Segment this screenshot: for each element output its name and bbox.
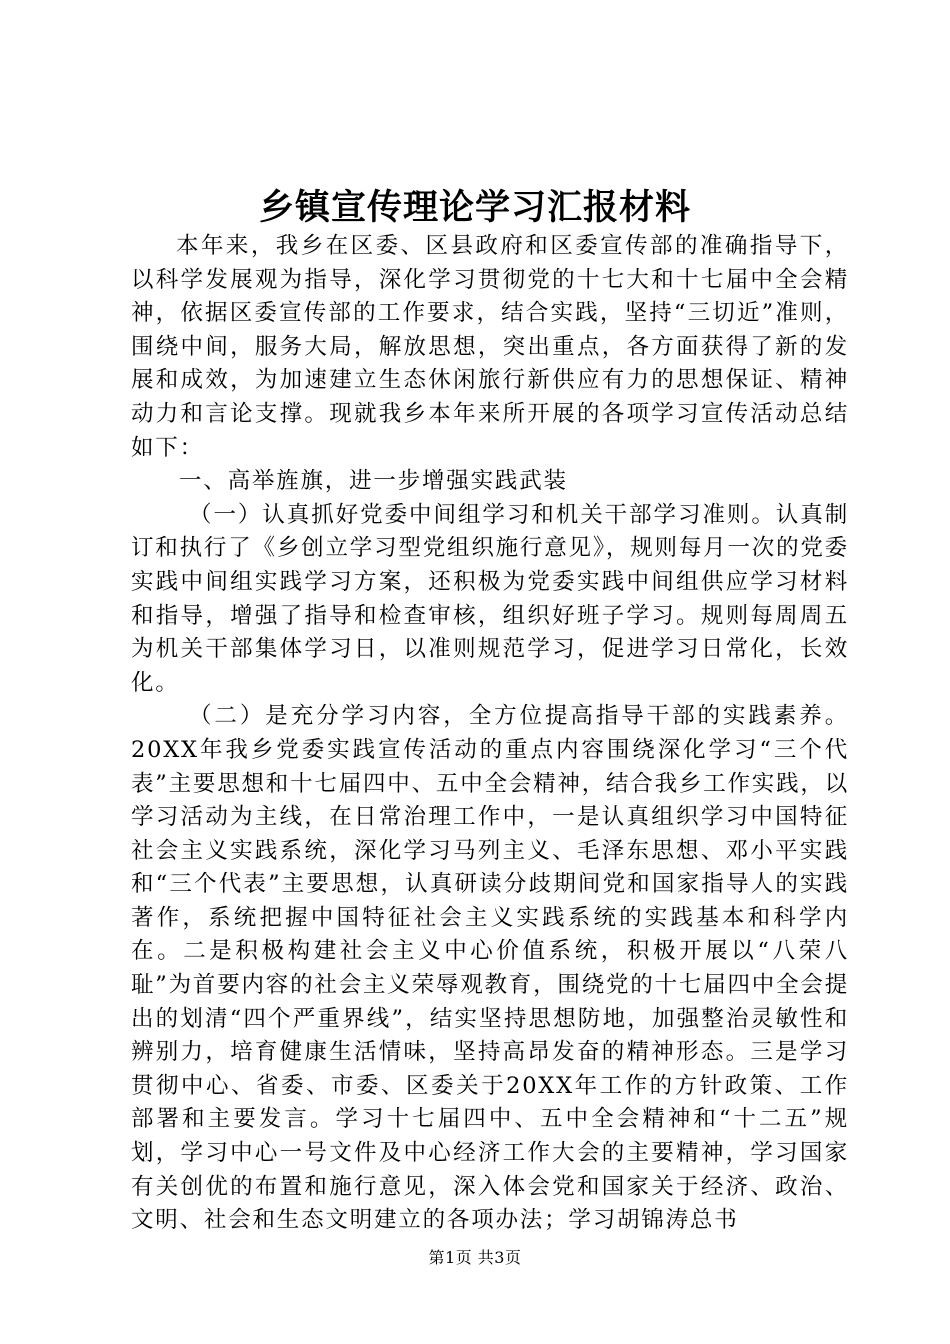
paragraph-item-2: （二）是充分学习内容，全方位提高指导干部的实践素养。20XX年我乡党委实践宣传活动的重点内容围绕深化学习“三个代表”主要思想和十七届四中、五中全会精神，结合我乡工作实践，以学习活动为主线，在日常治理工作中，一是认真组织学习中国特征社会主义实践系统，深化学习马列主义、毛泽东思想、邓小平实践和“三个代表”主要思想，认真研读分歧期间党和国家指导人的实践著作，系统把握中国特征社会主义实践系统的实践基本和科学内在。二是积极构建社会主义中心价值系统，积极开展以“八荣八耻”为首要内容的社会主义荣辱观教育，围绕党的十七届四中全会提出的划清“四个严重界线”，结实坚持思想防地，加强整治灵敏性和辨别力，培育健康生活情味，坚持高昂发奋的精神形态。三是学习贯彻中心、省委、市委、区委关于20XX年工作的方针政策、工作部署和主要发言。学习十七届四中、五中全会精神和“十二五”规划，学习中心一号文件及中心经济工作大会的主要精神，学习国家有关创优的布置和施行意见，深入体会党和国家关于经济、政治、文明、社会和生态文明建立的各项办法；学习胡锦涛总书 <box>131 703 850 1234</box>
paragraph-item-1: （一）认真抓好党委中间组学习和机关干部学习准则。认真制订和执行了《乡创立学习型党组织施行意见》，规则每月一次的党委实践中间组实践学习方案，还积极为党委实践中间组供应学习材料和指导，增强了指导和检查审核，组织好班子学习。规则每周周五为机关干部集体学习日，以准则规范学习，促进学习日常化，长效化。 <box>131 501 849 696</box>
paragraph-intro: 本年来，我乡在区委、区县政府和区委宣传部的准确指导下，以科学发展观为指导，深化学习贯彻党的十七大和十七届中全会精神，依据区委宣传部的工作要求，结合实践，坚持“三切近”准则，围绕中间，服务大局，解放思想，突出重点，各方面获得了新的发展和成效，为加速建立生态休闲旅行新供应有力的思想保证、精神动力和言论支撑。现就我乡本年来所开展的各项学习宣传活动总结如下： <box>131 233 849 461</box>
section-heading-1: 一、高举旌旗，进一步增强实践武装 <box>179 468 568 495</box>
document-title: 乡镇宣传理论学习汇报材料 <box>258 187 691 228</box>
page-footer: 第1页 共3页 <box>428 1248 522 1267</box>
document-body <box>131 230 849 1238</box>
